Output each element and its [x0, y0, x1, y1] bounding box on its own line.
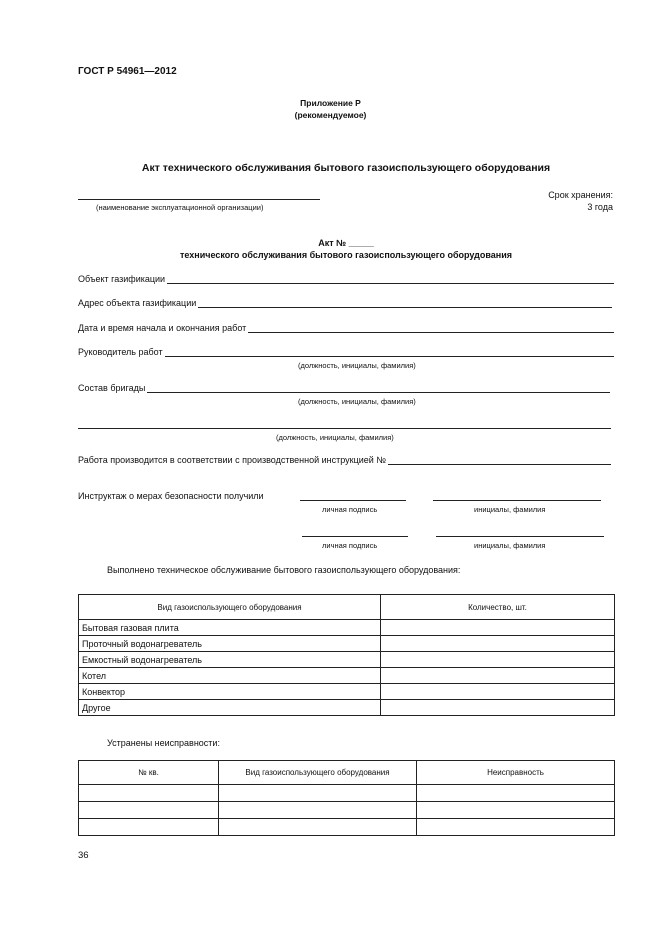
- table-row: [79, 636, 615, 652]
- apartment-cell[interactable]: [79, 819, 219, 836]
- apartment-cell[interactable]: [79, 802, 219, 819]
- equipment-cell: Бытовая газовая плита: [79, 620, 381, 636]
- field-address-line[interactable]: [198, 298, 612, 308]
- page-number: 36: [78, 850, 89, 861]
- equipment-cell[interactable]: [219, 785, 417, 802]
- quantity-cell[interactable]: [381, 700, 615, 716]
- field-object: [78, 274, 614, 284]
- table-row: [79, 684, 615, 700]
- field-datetime: [78, 323, 614, 333]
- extra-member-line[interactable]: [78, 428, 611, 429]
- equipment-cell: Конвектор: [79, 684, 381, 700]
- fault-cell[interactable]: [417, 785, 615, 802]
- field-datetime-line[interactable]: [248, 323, 614, 333]
- fault-cell[interactable]: [417, 802, 615, 819]
- field-manager: [78, 347, 614, 357]
- field-manager-line[interactable]: [165, 347, 614, 357]
- organization-line: [78, 199, 320, 200]
- faults-header-row: [79, 761, 615, 785]
- team-caption: (должность, инициалы, фамилия): [298, 397, 416, 406]
- apartment-cell[interactable]: [79, 785, 219, 802]
- manager-caption: (должность, инициалы, фамилия): [298, 361, 416, 370]
- field-address: [78, 298, 612, 308]
- table-row: [79, 819, 615, 836]
- table-row: [79, 668, 615, 684]
- field-team-label: Состав бригады: [78, 383, 146, 393]
- signature-caption-2: личная подпись: [322, 541, 378, 550]
- field-team-line[interactable]: [147, 383, 610, 393]
- field-instruction-label: Работа производится в соответствии с производственной инструкцией №: [78, 455, 386, 465]
- safety-label: Инструктаж о мерах безопасности получили: [78, 491, 264, 501]
- quantity-cell[interactable]: [381, 668, 615, 684]
- name-caption-2: инициалы, фамилия: [474, 541, 546, 550]
- field-manager-label: Руководитель работ: [78, 347, 163, 357]
- table-row: [79, 802, 615, 819]
- field-object-line[interactable]: [167, 274, 614, 284]
- faults-table: [78, 760, 615, 836]
- quantity-cell[interactable]: [381, 620, 615, 636]
- performed-col-qty: Количество, шт.: [381, 595, 615, 620]
- equipment-cell: Проточный водонагреватель: [79, 636, 381, 652]
- signature-line-1[interactable]: [300, 500, 406, 501]
- field-address-label: Адрес объекта газификации: [78, 298, 197, 308]
- equipment-cell[interactable]: [219, 819, 417, 836]
- storage-value: 3 года: [587, 202, 613, 212]
- appendix-title: Приложение Р: [300, 98, 361, 108]
- field-object-label: Объект газификации: [78, 274, 166, 284]
- name-caption-1: инициалы, фамилия: [474, 505, 546, 514]
- act-subtitle: технического обслуживания бытового газоиспользующего оборудования: [179, 250, 513, 260]
- table-row: [79, 620, 615, 636]
- faults-col-fault: Неисправность: [417, 761, 615, 785]
- table-row: [79, 785, 615, 802]
- performed-col-type: Вид газоиспользующего оборудования: [79, 595, 381, 620]
- performed-table: [78, 594, 615, 716]
- equipment-cell: Емкостный водонагреватель: [79, 652, 381, 668]
- quantity-cell[interactable]: [381, 652, 615, 668]
- field-datetime-label: Дата и время начала и окончания работ: [78, 323, 247, 333]
- faults-label: Устранены неисправности:: [107, 738, 220, 748]
- performed-label: Выполнено техническое обслуживание бытового газоиспользующего оборудования:: [107, 565, 461, 575]
- performed-header-row: [79, 595, 615, 620]
- document-title: Акт технического обслуживания бытового газоиспользующего оборудования: [141, 162, 551, 174]
- faults-col-apartment: № кв.: [79, 761, 219, 785]
- appendix-note: (рекомендуемое): [294, 110, 367, 120]
- equipment-cell: Котел: [79, 668, 381, 684]
- name-line-2[interactable]: [436, 536, 604, 537]
- signature-line-2[interactable]: [302, 536, 408, 537]
- extra-member-caption: (должность, инициалы, фамилия): [276, 433, 394, 442]
- fault-cell[interactable]: [417, 819, 615, 836]
- quantity-cell[interactable]: [381, 684, 615, 700]
- organization-caption: (наименование эксплуатационной организации): [96, 203, 264, 212]
- storage-label: Срок хранения:: [548, 190, 613, 200]
- name-line-1[interactable]: [433, 500, 601, 501]
- table-row: [79, 652, 615, 668]
- signature-caption-1: личная подпись: [322, 505, 378, 514]
- table-row: [79, 700, 615, 716]
- quantity-cell[interactable]: [381, 636, 615, 652]
- equipment-cell[interactable]: [219, 802, 417, 819]
- act-number: Акт № _____: [318, 238, 374, 248]
- field-instruction: [78, 455, 611, 465]
- equipment-cell: Другое: [79, 700, 381, 716]
- standard-header: ГОСТ Р 54961—2012: [78, 66, 177, 77]
- field-team: [78, 383, 610, 393]
- faults-col-equipment: Вид газоиспользующего оборудования: [219, 761, 417, 785]
- field-instruction-line[interactable]: [388, 455, 611, 465]
